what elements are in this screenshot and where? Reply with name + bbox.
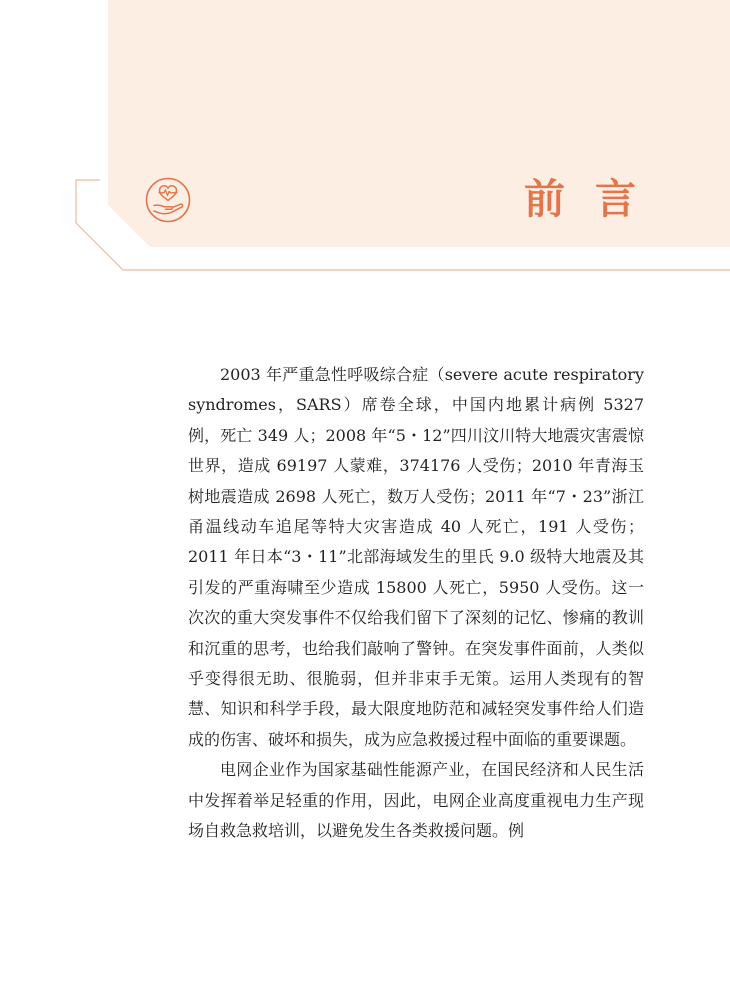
chapter-title: 前言 — [524, 175, 666, 223]
paragraph: 2003 年严重急性呼吸综合症（severe acute respiratory syndromes，SARS）席卷全球，中国内地累计病例 5327 例，死亡 349 人；2008 年“5・12”四川汶川特大地震灾害震惊世界，造成 69197 人蒙难，374176 人受伤；2010 年青海玉树地震造成 2698 人死亡，数万人受伤；2011 年“7・23”浙江甬温线动车追尾等特大灾害造成 40 人死亡，191 人受伤；2011 年日本“3・11”北部海域发生的里氏 9.0 级特大地震及其引发的严重海啸至少造成 15800 人死亡，5950 人受伤。这一次次的重大突发事件不仅给我们留下了深刻的记忆、惨痛的教训和沉重的思考，也给我们敲响了警钟。在突发事件面前，人类似乎变得很无助、很脆弱，但并非束手无策。运用人类现有的智慧、知识和科学手段，最大限度地防范和减轻突发事件给人们造成的伤害、破坏和损失，成为应急救援过程中面临的重要课题。 — [188, 365, 644, 749]
paragraph: 电网企业作为国家基础性能源产业，在国民经济和人民生活中发挥着举足轻重的作用，因此，电网企业高度重视电力生产现场自救急救培训，以避免发生各类救援问题。例 — [188, 760, 644, 841]
heart-hand-icon — [145, 177, 191, 223]
body-text — [188, 360, 644, 847]
header-band — [0, 0, 730, 275]
